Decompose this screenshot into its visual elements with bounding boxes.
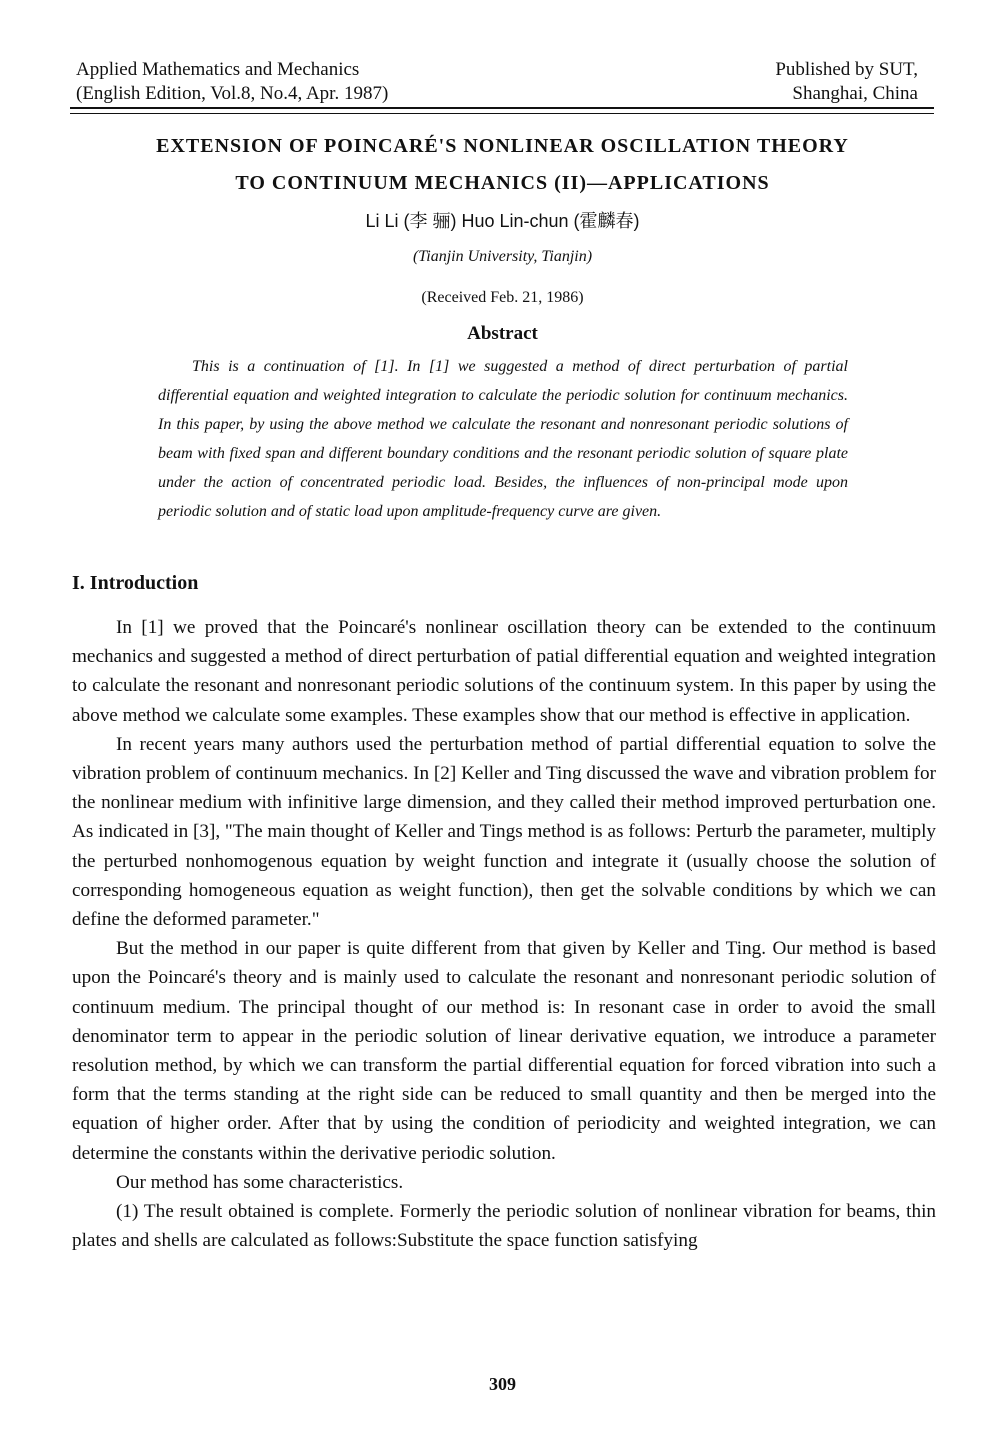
publisher-header <box>618 58 918 106</box>
abstract-text: This is a continuation of [1]. In [1] we suggested a method of direct perturbation of partial differential equation and weighted integration to calculate the periodic solution for continuum mechanics. In this paper, by using the above method we calculate the resonant and nonresonant periodic solutions of beam with fixed span and different boundary conditions and the resonant periodic solution of square plate under the action of concentrated periodic load. Besides, the influences of non-principal mode upon periodic solution and of static load upon amplitude-frequency curve are given. <box>158 358 848 520</box>
paper-title-line-2: TO CONTINUUM MECHANICS (II)—APPLICATIONS <box>235 172 770 194</box>
affiliation: (Tianjin University, Tianjin) <box>412 248 593 265</box>
body-paragraph: But the method in our paper is quite different from that given by Keller and Ting. Our method is based upon the Poincaré's theory and is mainly used to calculate the resonant and nonresonant periodic solution of continuum medium. The principal thought of our method is: In resonant case in order to avoid the small denominator term to appear in the periodic solution of linear derivative equation, we introduce a parameter resolution method, by which we can transform the partial differential equation for forced vibration into such a form that the terms standing at the right side can be reduced to small quantity and then be merged into the equation of higher order. After that by using the condition of periodicity and weighted integration, we can determine the constants within the derivative periodic solution. <box>72 938 936 1164</box>
header-rule-thick <box>70 107 934 109</box>
author-list: Li Li (李 骊) Huo Lin-chun (霍麟春) <box>365 211 640 231</box>
publisher-location: Shanghai, China <box>792 83 918 104</box>
body-paragraph: Our method has some characteristics. <box>116 1171 404 1193</box>
received-date: (Received Feb. 21, 1986) <box>421 289 584 306</box>
journal-header <box>76 58 476 106</box>
publisher-name: Published by SUT, <box>775 59 918 80</box>
paper-title-line-1: EXTENSION OF POINCARÉ'S NONLINEAR OSCILLATION THEORY <box>156 135 849 157</box>
page-number: 309 <box>489 1374 516 1394</box>
journal-edition: (English Edition, Vol.8, No.4, Apr. 1987) <box>76 83 389 104</box>
body-paragraph: In recent years many authors used the perturbation method of partial differential equation to solve the vibration problem of continuum mechanics. In [2] Keller and Ting discussed the wave and vibration problem for the nonlinear medium with infinitive large dimension, and they called their method improved perturbation one. As indicated in [3], "The main thought of Keller and Tings method is as follows: Perturb the parameter, multiply the perturbed nonhomogenous equation by weight function and integrate it (usually choose the solution of corresponding homogeneous equation as weight function), then get the solvable conditions by which we can define the deformed parameter." <box>72 733 936 931</box>
header-rule-thin <box>70 113 934 114</box>
section-body <box>72 613 936 1255</box>
abstract-heading: Abstract <box>467 323 538 344</box>
journal-name: Applied Mathematics and Mechanics <box>76 59 360 80</box>
section-heading: I. Introduction <box>72 572 199 594</box>
body-paragraph: (1) The result obtained is complete. Formerly the periodic solution of nonlinear vibration for beams, thin plates and shells are calculated as follows:Substitute the space function satisfying <box>72 1201 936 1252</box>
body-paragraph: In [1] we proved that the Poincaré's nonlinear oscillation theory can be extended to the continuum mechanics and suggested a method of direct perturbation of patial differential equation and weighted integration to calculate the resonant and nonresonant periodic solutions of the continuum system. In this paper by using the above method we calculate some examples. These examples show that our method is effective in application. <box>72 617 936 726</box>
